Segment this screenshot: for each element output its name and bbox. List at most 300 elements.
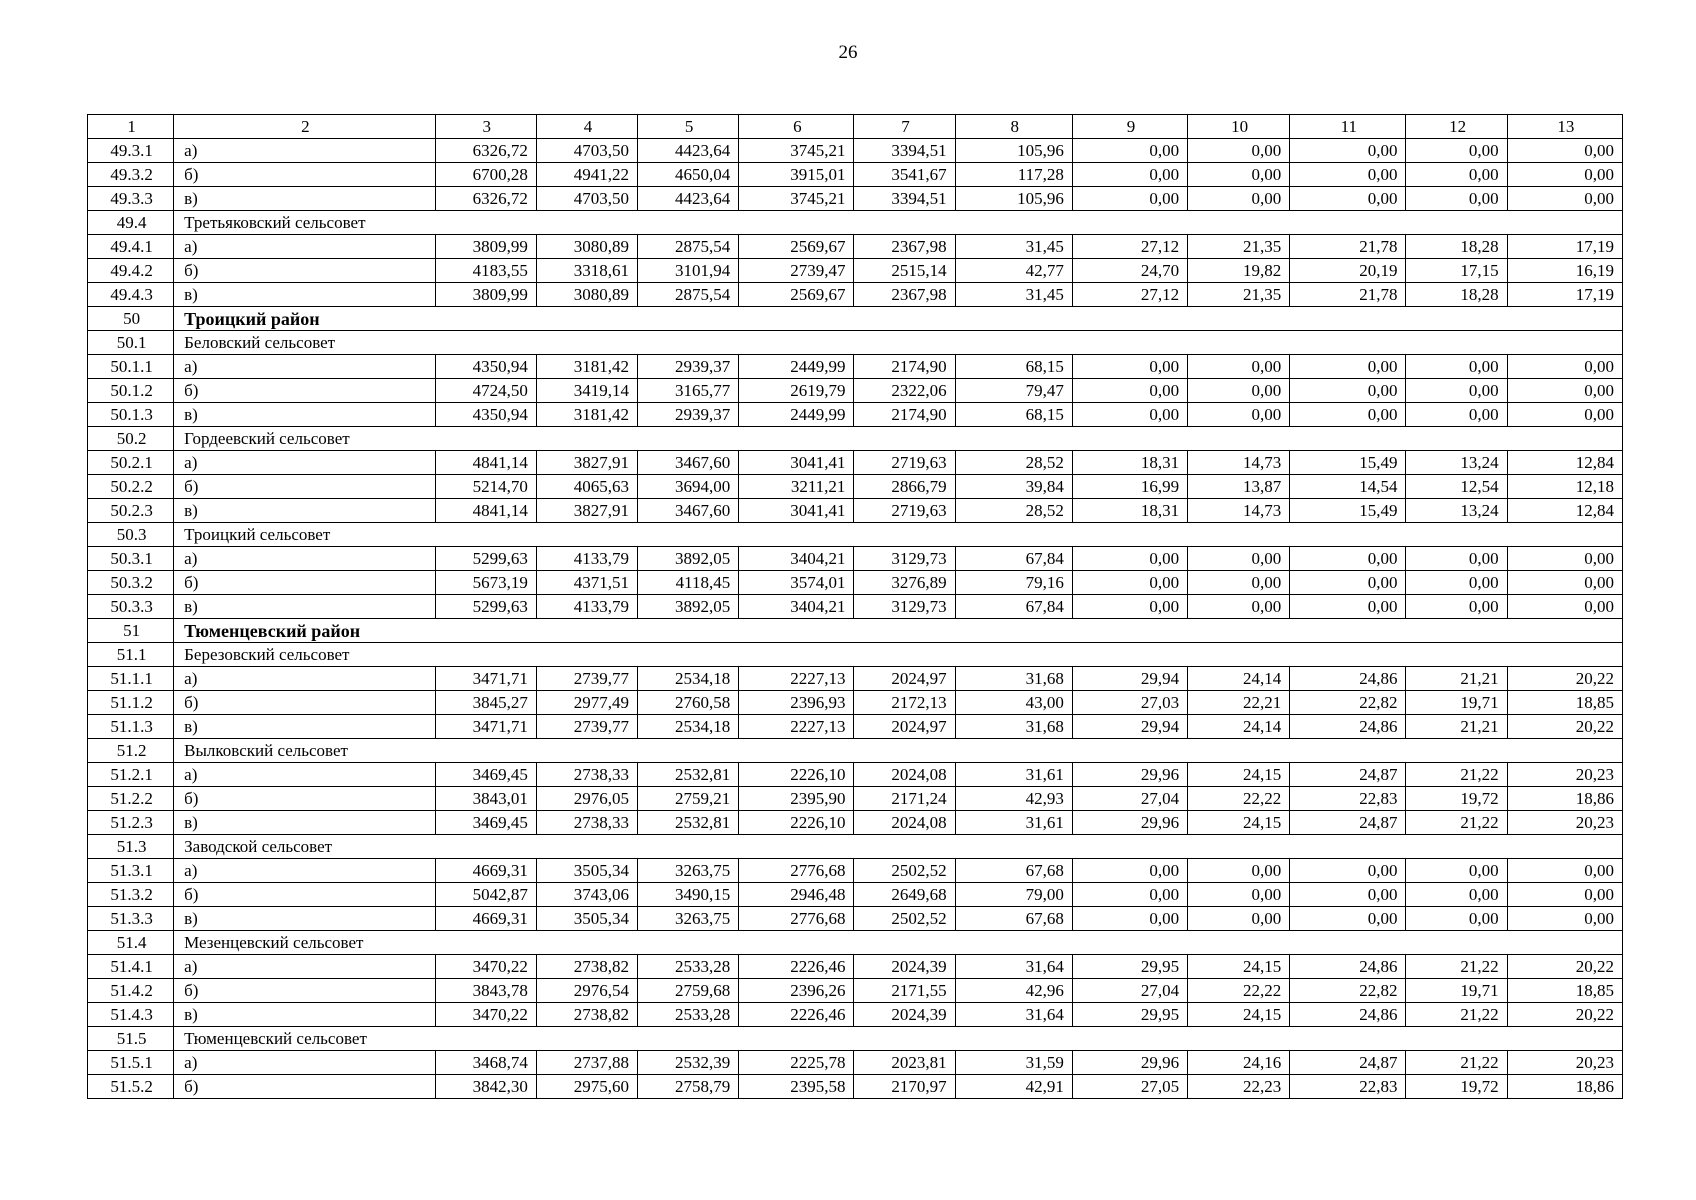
section-row [88,523,1623,547]
value-cell: 0,00 [1406,883,1507,907]
value-cell: 4133,79 [536,547,637,571]
value-cell: 24,86 [1290,1003,1406,1027]
value-cell: 105,96 [955,187,1072,211]
row-code: 51.4 [88,931,174,955]
value-cell: 0,00 [1290,907,1406,931]
value-cell: 0,00 [1290,355,1406,379]
value-cell: 2533,28 [638,1003,739,1027]
value-cell: 2174,90 [854,355,955,379]
value-cell: 3129,73 [854,547,955,571]
value-cell: 0,00 [1406,547,1507,571]
value-cell: 79,00 [955,883,1072,907]
value-cell: 2975,60 [536,1075,637,1099]
value-cell: 2776,68 [739,859,854,883]
row-variant-label: б) [174,259,436,283]
value-cell: 3041,41 [739,451,854,475]
value-cell: 29,96 [1072,1051,1187,1075]
row-code: 49.4.2 [88,259,174,283]
value-cell: 27,04 [1072,979,1187,1003]
value-cell: 4133,79 [536,595,637,619]
table-row [88,259,1623,283]
table-row [88,451,1623,475]
value-cell: 24,86 [1290,715,1406,739]
value-cell: 21,22 [1406,955,1507,979]
value-cell: 3404,21 [739,547,854,571]
value-cell: 24,15 [1188,955,1290,979]
section-row [88,643,1623,667]
column-header: 12 [1406,115,1507,139]
value-cell: 29,95 [1072,955,1187,979]
row-variant-label: а) [174,355,436,379]
value-cell: 3394,51 [854,139,955,163]
value-cell: 3101,94 [638,259,739,283]
value-cell: 21,35 [1188,235,1290,259]
value-cell: 0,00 [1406,139,1507,163]
value-cell: 12,54 [1406,475,1507,499]
value-cell: 2395,58 [739,1075,854,1099]
row-code: 51.5 [88,1027,174,1051]
value-cell: 0,00 [1406,163,1507,187]
value-cell: 3843,01 [435,787,536,811]
value-cell: 4703,50 [536,187,637,211]
table-row [88,763,1623,787]
value-cell: 3892,05 [638,595,739,619]
value-cell: 21,21 [1406,667,1507,691]
value-cell: 27,04 [1072,787,1187,811]
section-row [88,427,1623,451]
value-cell: 0,00 [1072,379,1187,403]
value-cell: 3745,21 [739,139,854,163]
value-cell: 42,77 [955,259,1072,283]
column-header: 2 [174,115,436,139]
value-cell: 3468,74 [435,1051,536,1075]
value-cell: 0,00 [1072,547,1187,571]
row-variant-label: а) [174,859,436,883]
value-cell: 105,96 [955,139,1072,163]
value-cell: 0,00 [1290,547,1406,571]
value-cell: 2322,06 [854,379,955,403]
value-cell: 2225,78 [739,1051,854,1075]
value-cell: 2976,54 [536,979,637,1003]
row-variant-label: в) [174,715,436,739]
value-cell: 22,83 [1290,787,1406,811]
value-cell: 2227,13 [739,667,854,691]
value-cell: 3490,15 [638,883,739,907]
value-cell: 2024,08 [854,811,955,835]
row-code: 50.3.3 [88,595,174,619]
value-cell: 2024,08 [854,763,955,787]
value-cell: 0,00 [1188,883,1290,907]
table-body [88,139,1623,1099]
value-cell: 3467,60 [638,499,739,523]
value-cell: 2226,10 [739,763,854,787]
value-cell: 15,49 [1290,451,1406,475]
value-cell: 20,22 [1507,667,1622,691]
table-row [88,979,1623,1003]
value-cell: 3505,34 [536,907,637,931]
value-cell: 31,68 [955,667,1072,691]
section-name: Мезенцевский сельсовет [174,931,1623,955]
value-cell: 79,47 [955,379,1072,403]
row-variant-label: в) [174,499,436,523]
value-cell: 4703,50 [536,139,637,163]
value-cell: 3809,99 [435,283,536,307]
value-cell: 3845,27 [435,691,536,715]
value-cell: 3694,00 [638,475,739,499]
value-cell: 28,52 [955,499,1072,523]
value-cell: 19,71 [1406,979,1507,1003]
value-cell: 67,84 [955,547,1072,571]
section-name: Троицкий сельсовет [174,523,1623,547]
value-cell: 21,21 [1406,715,1507,739]
value-cell: 0,00 [1290,163,1406,187]
column-header: 5 [638,115,739,139]
value-cell: 67,68 [955,859,1072,883]
value-cell: 16,19 [1507,259,1622,283]
value-cell: 18,28 [1406,235,1507,259]
value-cell: 0,00 [1072,859,1187,883]
value-cell: 24,86 [1290,955,1406,979]
value-cell: 5673,19 [435,571,536,595]
table-row [88,403,1623,427]
value-cell: 0,00 [1188,907,1290,931]
value-cell: 4423,64 [638,187,739,211]
value-cell: 0,00 [1290,379,1406,403]
value-cell: 21,78 [1290,283,1406,307]
value-cell: 5214,70 [435,475,536,499]
value-cell: 12,18 [1507,475,1622,499]
row-variant-label: в) [174,595,436,619]
value-cell: 17,19 [1507,283,1622,307]
column-header: 3 [435,115,536,139]
value-cell: 2619,79 [739,379,854,403]
value-cell: 0,00 [1188,355,1290,379]
value-cell: 2502,52 [854,907,955,931]
page-number: 26 [838,42,858,63]
value-cell: 21,22 [1406,763,1507,787]
row-variant-label: а) [174,139,436,163]
value-cell: 3915,01 [739,163,854,187]
value-cell: 18,28 [1406,283,1507,307]
value-cell: 18,85 [1507,691,1622,715]
value-cell: 4841,14 [435,499,536,523]
value-cell: 2170,97 [854,1075,955,1099]
row-variant-label: а) [174,235,436,259]
value-cell: 21,78 [1290,235,1406,259]
value-cell: 20,22 [1507,955,1622,979]
section-name: Тюменцевский сельсовет [174,1027,1623,1051]
value-cell: 3469,45 [435,763,536,787]
value-cell: 0,00 [1290,571,1406,595]
row-code: 51.4.1 [88,955,174,979]
value-cell: 68,15 [955,355,1072,379]
value-cell: 5042,87 [435,883,536,907]
row-code: 50.3 [88,523,174,547]
value-cell: 31,45 [955,283,1072,307]
value-cell: 24,14 [1188,715,1290,739]
value-cell: 0,00 [1507,403,1622,427]
value-cell: 31,68 [955,715,1072,739]
value-cell: 2738,82 [536,1003,637,1027]
value-cell: 29,96 [1072,763,1187,787]
value-cell: 0,00 [1188,547,1290,571]
value-cell: 24,16 [1188,1051,1290,1075]
value-cell: 13,87 [1188,475,1290,499]
value-cell: 4350,94 [435,403,536,427]
value-cell: 2449,99 [739,403,854,427]
district-name: Тюменцевский район [174,619,1623,643]
table-row [88,691,1623,715]
value-cell: 24,15 [1188,763,1290,787]
row-variant-label: б) [174,379,436,403]
value-cell: 20,23 [1507,763,1622,787]
value-cell: 0,00 [1290,187,1406,211]
value-cell: 2739,47 [739,259,854,283]
value-cell: 31,59 [955,1051,1072,1075]
value-cell: 2171,24 [854,787,955,811]
value-cell: 31,64 [955,1003,1072,1027]
section-row [88,739,1623,763]
value-cell: 2719,63 [854,499,955,523]
value-cell: 2226,10 [739,811,854,835]
value-cell: 3394,51 [854,187,955,211]
value-cell: 68,15 [955,403,1072,427]
row-code: 51.3.1 [88,859,174,883]
section-row [88,331,1623,355]
value-cell: 0,00 [1188,571,1290,595]
value-cell: 14,73 [1188,451,1290,475]
value-cell: 43,00 [955,691,1072,715]
value-cell: 24,87 [1290,1051,1406,1075]
value-cell: 3181,42 [536,355,637,379]
row-code: 51.1.2 [88,691,174,715]
column-header: 13 [1507,115,1622,139]
value-cell: 2515,14 [854,259,955,283]
value-cell: 27,03 [1072,691,1187,715]
value-cell: 2533,28 [638,955,739,979]
row-variant-label: в) [174,283,436,307]
value-cell: 18,31 [1072,499,1187,523]
row-code: 50.1.3 [88,403,174,427]
value-cell: 4669,31 [435,859,536,883]
value-cell: 12,84 [1507,499,1622,523]
section-name: Гордеевский сельсовет [174,427,1623,451]
value-cell: 21,22 [1406,1051,1507,1075]
row-variant-label: б) [174,571,436,595]
row-variant-label: б) [174,163,436,187]
value-cell: 3080,89 [536,283,637,307]
row-variant-label: а) [174,667,436,691]
row-code: 51.5.2 [88,1075,174,1099]
value-cell: 17,19 [1507,235,1622,259]
value-cell: 3842,30 [435,1075,536,1099]
value-cell: 21,35 [1188,283,1290,307]
row-variant-label: б) [174,979,436,1003]
value-cell: 15,49 [1290,499,1406,523]
column-header: 1 [88,115,174,139]
value-cell: 0,00 [1072,163,1187,187]
value-cell: 2227,13 [739,715,854,739]
row-code: 51.3.2 [88,883,174,907]
value-cell: 21,22 [1406,811,1507,835]
value-cell: 0,00 [1072,355,1187,379]
section-row [88,1027,1623,1051]
value-cell: 0,00 [1406,355,1507,379]
value-cell: 3470,22 [435,1003,536,1027]
value-cell: 2024,97 [854,715,955,739]
value-cell: 29,94 [1072,715,1187,739]
value-cell: 2172,13 [854,691,955,715]
table-row [88,283,1623,307]
value-cell: 18,86 [1507,1075,1622,1099]
row-code: 51.2 [88,739,174,763]
value-cell: 3181,42 [536,403,637,427]
value-cell: 0,00 [1072,139,1187,163]
value-cell: 2226,46 [739,1003,854,1027]
value-cell: 2738,82 [536,955,637,979]
row-variant-label: б) [174,475,436,499]
value-cell: 13,24 [1406,499,1507,523]
row-code: 51.4.3 [88,1003,174,1027]
value-cell: 2977,49 [536,691,637,715]
table-row [88,355,1623,379]
value-cell: 42,96 [955,979,1072,1003]
value-cell: 79,16 [955,571,1072,595]
value-cell: 0,00 [1507,379,1622,403]
value-cell: 31,45 [955,235,1072,259]
value-cell: 24,14 [1188,667,1290,691]
value-cell: 3080,89 [536,235,637,259]
value-cell: 0,00 [1406,379,1507,403]
section-name: Заводской сельсовет [174,835,1623,859]
value-cell: 3892,05 [638,547,739,571]
value-cell: 2737,88 [536,1051,637,1075]
value-cell: 22,22 [1188,979,1290,1003]
table-row [88,859,1623,883]
value-cell: 4841,14 [435,451,536,475]
value-cell: 31,61 [955,811,1072,835]
value-cell: 6326,72 [435,139,536,163]
value-cell: 0,00 [1406,859,1507,883]
value-cell: 2738,33 [536,811,637,835]
value-cell: 3129,73 [854,595,955,619]
section-row [88,835,1623,859]
value-cell: 2866,79 [854,475,955,499]
value-cell: 0,00 [1406,907,1507,931]
column-header: 8 [955,115,1072,139]
value-cell: 20,23 [1507,811,1622,835]
value-cell: 4371,51 [536,571,637,595]
value-cell: 3743,06 [536,883,637,907]
value-cell: 2739,77 [536,715,637,739]
value-cell: 2532,81 [638,811,739,835]
column-header: 10 [1188,115,1290,139]
value-cell: 13,24 [1406,451,1507,475]
value-cell: 5299,63 [435,547,536,571]
value-cell: 2024,97 [854,667,955,691]
value-cell: 3827,91 [536,499,637,523]
value-cell: 22,82 [1290,979,1406,1003]
value-cell: 22,22 [1188,787,1290,811]
value-cell: 3471,71 [435,667,536,691]
value-cell: 20,22 [1507,1003,1622,1027]
value-cell: 0,00 [1507,547,1622,571]
value-cell: 3809,99 [435,235,536,259]
value-cell: 12,84 [1507,451,1622,475]
value-cell: 2569,67 [739,283,854,307]
value-cell: 2719,63 [854,451,955,475]
row-code: 50.3.2 [88,571,174,595]
value-cell: 2532,81 [638,763,739,787]
value-cell: 2875,54 [638,283,739,307]
value-cell: 2569,67 [739,235,854,259]
value-cell: 0,00 [1507,187,1622,211]
value-cell: 2738,33 [536,763,637,787]
value-cell: 4423,64 [638,139,739,163]
value-cell: 2534,18 [638,667,739,691]
value-cell: 24,15 [1188,811,1290,835]
value-cell: 3318,61 [536,259,637,283]
value-cell: 2023,81 [854,1051,955,1075]
value-cell: 3827,91 [536,451,637,475]
value-cell: 4941,22 [536,163,637,187]
value-cell: 22,23 [1188,1075,1290,1099]
row-variant-label: а) [174,1051,436,1075]
row-code: 50.2.1 [88,451,174,475]
value-cell: 2367,98 [854,283,955,307]
value-cell: 18,31 [1072,451,1187,475]
table-row [88,1075,1623,1099]
value-cell: 2174,90 [854,403,955,427]
table-row [88,547,1623,571]
row-code: 51.2.3 [88,811,174,835]
value-cell: 0,00 [1290,859,1406,883]
value-cell: 29,95 [1072,1003,1187,1027]
row-code: 51.4.2 [88,979,174,1003]
value-cell: 117,28 [955,163,1072,187]
value-cell: 0,00 [1188,187,1290,211]
value-cell: 16,99 [1072,475,1187,499]
row-code: 49.3.1 [88,139,174,163]
value-cell: 0,00 [1290,883,1406,907]
data-table [87,114,1623,1099]
value-cell: 18,85 [1507,979,1622,1003]
value-cell: 3505,34 [536,859,637,883]
row-code: 51.2.2 [88,787,174,811]
district-row [88,619,1623,643]
row-variant-label: б) [174,1075,436,1099]
table-row [88,907,1623,931]
value-cell: 2759,68 [638,979,739,1003]
value-cell: 0,00 [1072,403,1187,427]
value-cell: 2946,48 [739,883,854,907]
value-cell: 2449,99 [739,355,854,379]
value-cell: 3467,60 [638,451,739,475]
row-code: 49.3.3 [88,187,174,211]
value-cell: 4183,55 [435,259,536,283]
value-cell: 3469,45 [435,811,536,835]
value-cell: 14,73 [1188,499,1290,523]
value-cell: 21,22 [1406,1003,1507,1027]
value-cell: 0,00 [1188,595,1290,619]
section-row [88,211,1623,235]
table-row [88,787,1623,811]
table-row [88,139,1623,163]
row-code: 51.2.1 [88,763,174,787]
value-cell: 24,87 [1290,763,1406,787]
row-code: 50.2 [88,427,174,451]
section-name: Третьяковский сельсовет [174,211,1623,235]
